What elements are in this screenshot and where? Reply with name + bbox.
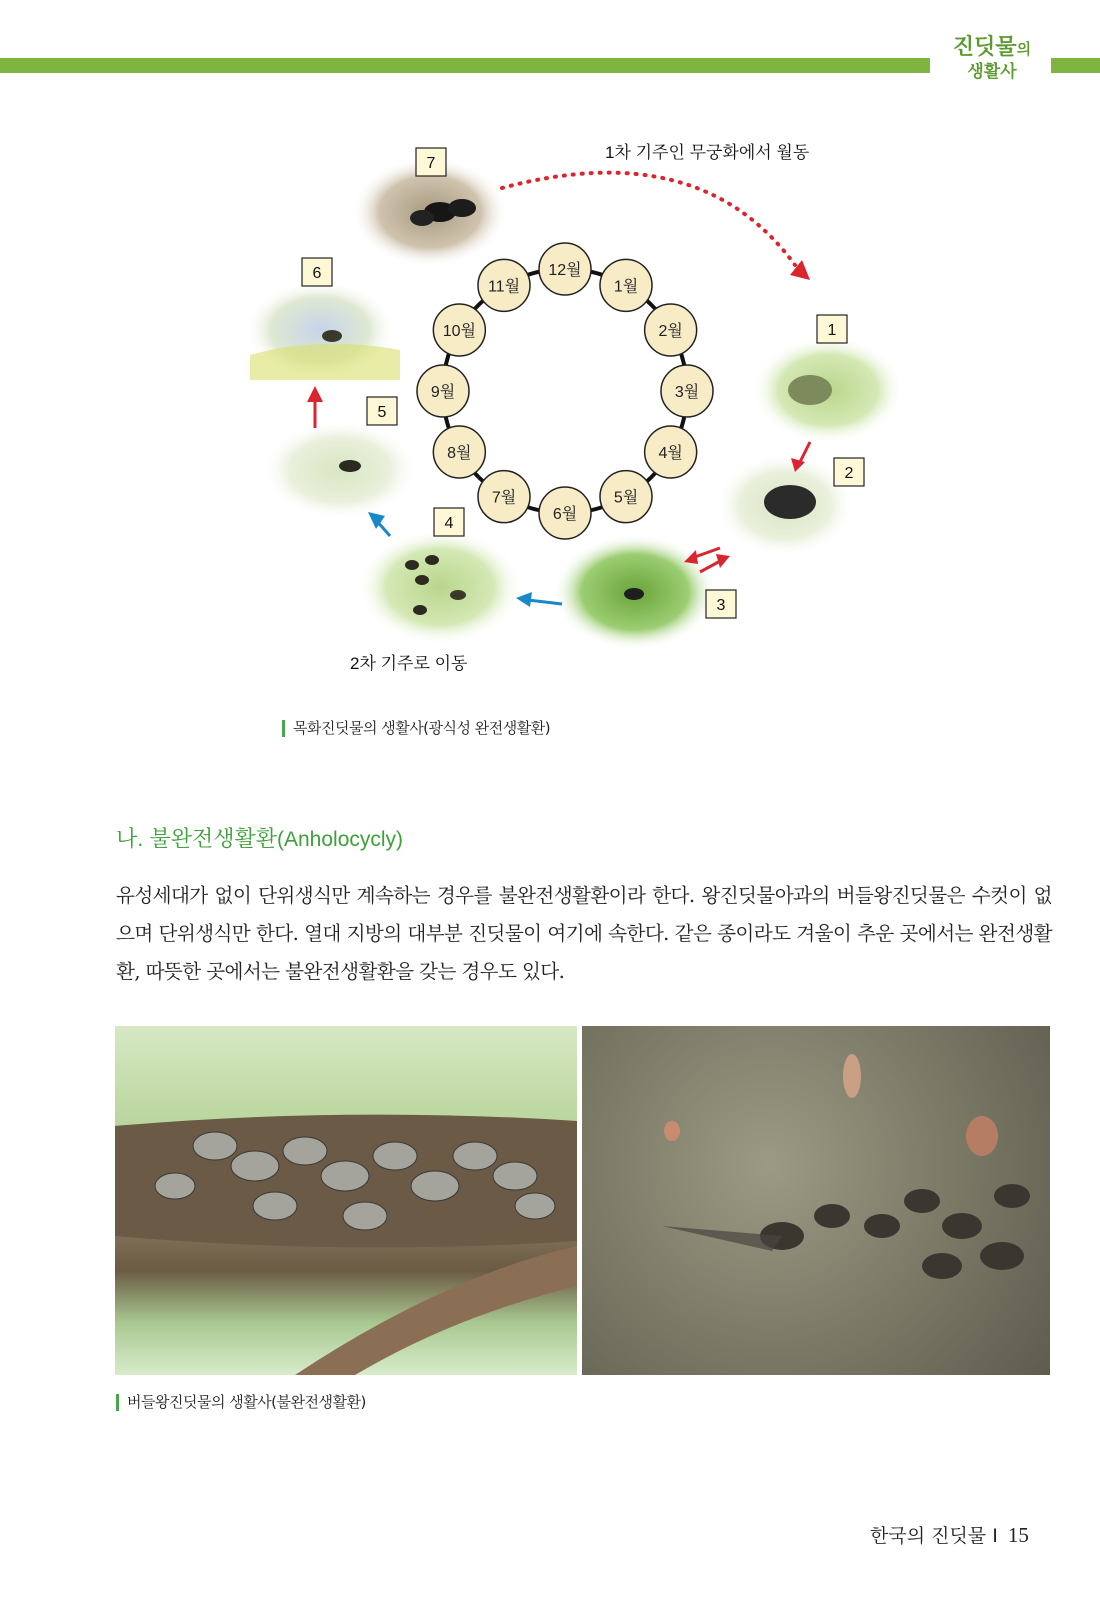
photo-stage-4 — [358, 529, 522, 645]
header-bar-left — [0, 58, 930, 73]
label-migrate: 2차 기주로 이동 — [350, 654, 468, 673]
month-label-12: 12월 — [548, 262, 582, 279]
section-title — [116, 822, 403, 853]
month-label-9: 9월 — [430, 384, 456, 401]
stage-number-3: 3 — [716, 597, 726, 614]
month-label-10: 10월 — [442, 323, 476, 340]
stage-number-7: 7 — [426, 155, 436, 172]
caption-cotton-aphid: 목화진딧물의 생활사(광식성 완전생활환) — [282, 720, 550, 737]
arrow-4-to-5 — [368, 512, 390, 536]
photo-stage-3 — [553, 534, 717, 650]
photo-stage-1 — [752, 336, 900, 444]
month-label-1: 1월 — [613, 278, 639, 296]
photo-willow-aphid-winged — [582, 1026, 1050, 1375]
month-label-8: 8월 — [447, 445, 472, 462]
running-header-main: 진딧물 — [952, 35, 1017, 60]
stage-number-1: 1 — [827, 322, 837, 339]
label-overwinter: 1차 기주인 무궁화에서 월동 — [605, 143, 810, 162]
month-nodes — [417, 243, 713, 539]
running-header-sub: 생활사 — [967, 61, 1017, 82]
overwinter-arrowhead — [790, 260, 810, 280]
month-label-11: 11월 — [487, 278, 521, 296]
stage-number-4: 4 — [444, 515, 454, 532]
photo-stage-5 — [262, 420, 418, 520]
month-label-3: 3월 — [674, 384, 700, 401]
section-title-korean: 나. 불완전생활환 — [116, 826, 277, 851]
month-label-7: 7월 — [491, 489, 517, 507]
month-label-4: 4월 — [658, 445, 683, 462]
month-label-6: 6월 — [552, 506, 578, 523]
photo-stage-6 — [250, 280, 400, 380]
stage-number-2: 2 — [844, 465, 854, 482]
header-bar-right — [1051, 58, 1100, 73]
month-ring — [443, 269, 687, 513]
stage-number-5: 5 — [377, 404, 387, 421]
page-footer — [870, 1521, 1029, 1548]
life-cycle-diagram — [250, 140, 900, 685]
photo-willow-aphid-colony — [115, 1026, 577, 1375]
footer-book-title: 한국의 진딧물 I — [870, 1525, 998, 1547]
month-label-5: 5월 — [613, 489, 639, 507]
caption-willow-aphid: 버들왕진딧물의 생활사(불완전생활환) — [116, 1394, 366, 1411]
body-paragraph: 유성세대가 없이 단위생식만 계속하는 경우를 불완전생활환이라 한다. 왕진딧물아과의 버들왕진딧물은 수컷이 없으며 단위생식만 한다. 열대 지방의 대부분 진딧물이 여기에 속한다. 같은 종이라도 겨울이 추운 곳에서는 완전생활환, 따뜻한 곳에서는 불완전생활환을 갖는 경우도 있다. — [116, 884, 1052, 983]
month-label-2: 2월 — [658, 323, 683, 340]
page-number: 15 — [1007, 1523, 1029, 1547]
running-header-suffix: 의 — [1016, 40, 1032, 58]
stage-number-6: 6 — [312, 265, 322, 282]
section-title-latin: (Anholocycly) — [277, 828, 404, 851]
running-header — [936, 34, 1048, 83]
